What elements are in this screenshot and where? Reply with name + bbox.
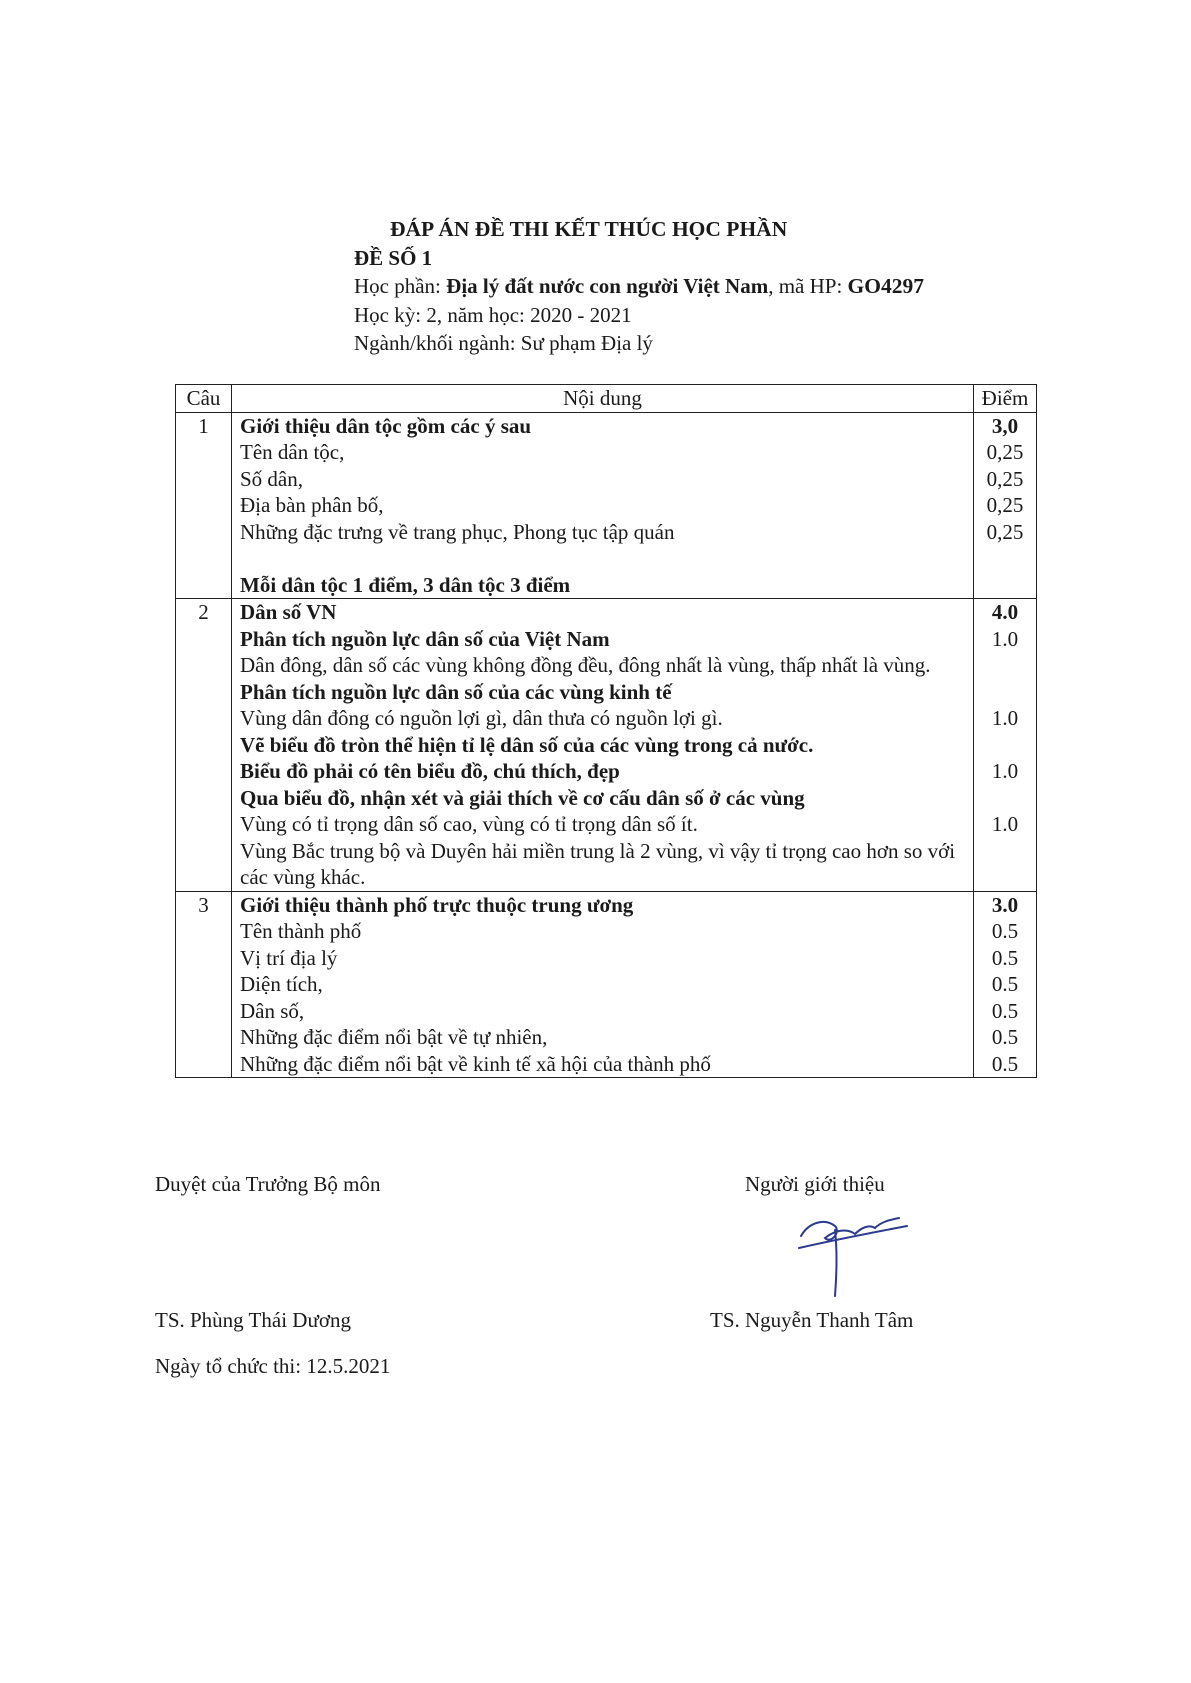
col-header-cau: Câu — [176, 385, 232, 413]
signature-stroke — [799, 1218, 907, 1296]
q3-item: Vị trí địa lý — [240, 945, 338, 970]
spacer — [240, 545, 965, 572]
q2-scores — [974, 599, 1037, 892]
col-header-score: Điểm — [974, 385, 1037, 413]
course-name: Địa lý đất nước con người Việt Nam — [446, 274, 769, 298]
q3-item: Những đặc điểm nổi bật về tự nhiên, — [240, 1025, 548, 1049]
q2-part1-heading: Phân tích nguồn lực dân số của Việt Nam — [240, 626, 610, 651]
q1-content — [232, 412, 974, 599]
q3-scores — [974, 891, 1037, 1078]
q3-item-score: 0.5 — [991, 1051, 1019, 1076]
q2-part4-text2: Vùng Bắc trung bộ và Duyên hải miền trung là 2 vùng, vì vậy tỉ trọng cao hơn so với các vùng khác. — [240, 838, 956, 889]
course-code: GO4297 — [847, 274, 924, 298]
q1-item-score: 0,25 — [986, 440, 1024, 464]
q2-part4-text1: Vùng có tỉ trọng dân số cao, vùng có tỉ trọng dân số ít. — [240, 812, 698, 836]
q3-item-score: 0.5 — [991, 998, 1019, 1023]
q1-item: Tên dân tộc, — [240, 440, 345, 464]
exam-date: Ngày tổ chức thi: 12.5.2021 — [155, 1354, 391, 1378]
q1-item: Số dân, — [240, 466, 303, 491]
spacer — [974, 679, 1036, 706]
spacer — [974, 652, 1036, 679]
q2-heading-score: 4.0 — [991, 600, 1019, 624]
semester-line: Học kỳ: 2, năm học: 2020 - 2021 — [354, 302, 632, 327]
q3-item: Những đặc điểm nổi bật về kinh tế xã hội của thành phố — [240, 1051, 711, 1076]
q2-part2-text: Vùng dân đông có nguồn lợi gì, dân thưa có nguồn lợi gì. — [240, 706, 723, 730]
exam-number: ĐỀ SỐ 1 — [354, 245, 433, 270]
q3-item-score: 0.5 — [991, 1025, 1019, 1049]
q3-item: Tên thành phố — [240, 919, 362, 943]
col-header-content: Nội dung — [232, 385, 974, 413]
answer-table — [175, 384, 1037, 1078]
q1-heading-score: 3,0 — [991, 413, 1019, 438]
q2-part3-score: 1.0 — [991, 759, 1019, 783]
q2-part3-text: Biểu đồ phải có tên biểu đồ, chú thích, đẹp — [240, 759, 620, 783]
q3-heading: Giới thiệu thành phố trực thuộc trung ương — [240, 892, 634, 917]
spacer — [974, 785, 1036, 812]
q1-note: Mỗi dân tộc 1 điểm, 3 dân tộc 3 điểm — [240, 572, 571, 597]
q3-item: Diện tích, — [240, 972, 323, 996]
q3-heading-score: 3.0 — [991, 892, 1019, 917]
q2-part2-heading: Phân tích nguồn lực dân số của các vùng kinh tế — [240, 679, 672, 704]
signature-image — [795, 1208, 915, 1303]
table-row-q3 — [176, 891, 1037, 1078]
approver-label: Duyệt của Trưởng Bộ môn — [155, 1172, 381, 1196]
q1-item: Những đặc trưng về trang phục, Phong tục tập quán — [240, 519, 675, 544]
table-row-q2 — [176, 599, 1037, 892]
q2-heading: Dân số VN — [240, 600, 337, 624]
course-prefix: Học phần: — [354, 274, 447, 298]
q2-part1-score: 1.0 — [991, 626, 1019, 651]
q2-part2-score: 1.0 — [991, 706, 1019, 730]
table-header-row — [176, 385, 1037, 413]
document-title: ĐÁP ÁN ĐỀ THI KẾT THÚC HỌC PHẦN — [390, 217, 788, 241]
q2-part1-text: Dân đông, dân số các vùng không đồng đều, đông nhất là vùng, thấp nhất là vùng. — [240, 653, 931, 677]
q1-item-score: 0,25 — [986, 519, 1024, 544]
q2-number: 2 — [176, 599, 232, 892]
document-header — [354, 215, 924, 358]
presenter-name: TS. Nguyễn Thanh Tâm — [710, 1308, 914, 1332]
major-line: Ngành/khối ngành: Sư phạm Địa lý — [354, 331, 653, 355]
approver-name: TS. Phùng Thái Dương — [155, 1308, 351, 1332]
q3-item-score: 0.5 — [991, 919, 1019, 943]
spacer — [974, 732, 1036, 759]
course-code-prefix: , mã HP: — [768, 274, 848, 298]
q1-item-score: 0,25 — [986, 466, 1024, 491]
table-row-q1 — [176, 412, 1037, 599]
q1-item-score: 0,25 — [986, 493, 1024, 517]
presenter-label: Người giới thiệu — [745, 1172, 885, 1196]
q1-number: 1 — [176, 412, 232, 599]
q3-item-score: 0.5 — [991, 972, 1019, 996]
q3-number: 3 — [176, 891, 232, 1078]
q3-item: Dân số, — [240, 998, 305, 1023]
q1-heading: Giới thiệu dân tộc gồm các ý sau — [240, 413, 532, 438]
q1-item: Địa bàn phân bố, — [240, 493, 384, 517]
q2-part3-heading: Vẽ biểu đồ tròn thể hiện tỉ lệ dân số của các vùng trong cả nước. — [240, 732, 814, 757]
q2-content — [232, 599, 974, 892]
q3-content — [232, 891, 974, 1078]
q2-part4-score: 1.0 — [991, 812, 1019, 836]
q3-item-score: 0.5 — [991, 945, 1019, 970]
q2-part4-heading: Qua biểu đồ, nhận xét và giải thích về cơ cấu dân số ở các vùng — [240, 785, 805, 810]
q1-scores — [974, 412, 1037, 599]
course-line — [354, 272, 924, 301]
